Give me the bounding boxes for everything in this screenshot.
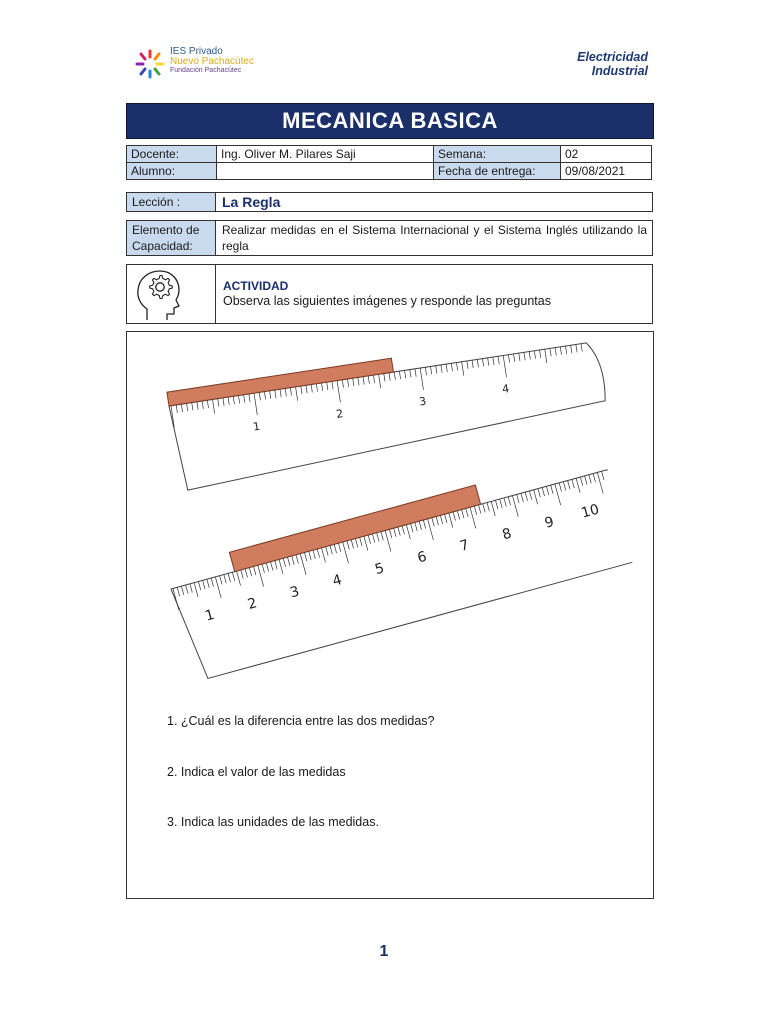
logo-line-2: Nuevo Pachacútec [170,56,254,67]
ruler-1 [167,332,611,491]
question-1: 1. ¿Cuál es la diferencia entre las dos medidas? [167,714,435,728]
ruler-2-number-2: 2 [245,595,259,613]
ruler-tick [457,511,459,520]
ruler-tick [177,587,179,596]
ruler-2-number-3: 3 [288,583,302,602]
ruler-tick [203,580,205,589]
ruler-tick [525,492,527,501]
ruler-tick [317,549,319,558]
ruler-tick [377,533,379,542]
ruler-tick [389,529,391,538]
actividad-content [217,265,652,323]
ruler-tick [215,577,221,598]
elemento-row [126,220,653,256]
ruler-tick [542,487,544,496]
ruler-tick [368,535,370,544]
ruler-tick [275,561,277,570]
ruler-tick [423,520,425,529]
ruler-tick [381,532,383,541]
logo-line-1: IES Privado [170,46,223,57]
ruler-tick [495,500,497,509]
ruler-tick [326,547,328,556]
ruler-tick [245,569,247,578]
actividad-row [126,264,653,324]
elemento-label-line-2: Capacidad: [132,239,193,253]
docente-label: Docente: [127,146,217,163]
actividad-title: ACTIVIDAD [223,279,289,293]
question-2: 2. Indica el valor de las medidas [167,765,346,779]
page-number: 1 [379,943,389,960]
ruler-1-number-1: 1 [252,419,262,434]
ruler-tick [313,550,315,559]
ruler-2-number-8: 8 [500,525,514,544]
ruler-2-number-7: 7 [458,537,471,555]
ruler-tick [440,515,442,524]
ruler-tick [474,506,476,515]
fecha-value: 09/08/2021 [561,163,652,180]
ruler-tick [470,507,476,528]
course-title: MECANICA BASICA [126,103,654,139]
ruler-tick [415,522,417,531]
question-3: 3. Indica las unidades de las medidas. [167,815,379,829]
ruler-2-number-6: 6 [415,548,429,567]
ruler-tick [517,494,519,503]
ruler-tick [173,588,179,609]
ruler-tick [555,484,561,505]
ruler-tick [563,482,565,491]
ruler-tick [546,486,548,495]
ruler-2 [166,450,633,681]
ruler-tick [491,501,495,515]
ruler-1-number-4: 4 [501,382,511,396]
ruler-tick [385,530,391,551]
ruler-tick [551,485,553,494]
ruler-tick [207,579,209,588]
ruler-tick [445,514,447,523]
ruler-tick [534,490,538,504]
ruler-tick [449,513,453,527]
alumno-label: Alumno: [127,163,217,180]
ruler-tick [372,534,374,543]
ruler-tick [241,570,243,579]
ruler-tick [181,586,183,595]
ruler-tick [186,585,188,594]
ruler-tick [398,527,400,536]
logo-line-3: Fundación Pachacútec [170,67,242,74]
ruler-tick [343,542,349,563]
ruler-tick [559,483,561,492]
ruler-tick [279,559,283,573]
ruler-2-number-9: 9 [542,513,556,532]
ruler-tick [406,525,410,539]
leccion-row [126,192,653,212]
ruler-tick [568,480,570,489]
ruler-tick [211,578,213,587]
semana-label: Semana: [434,146,561,163]
ruler-tick [224,575,226,584]
ruler-tick [351,540,353,549]
logo-sunburst-icon [134,48,166,80]
ruler-tick [249,568,251,577]
exercise-box [126,331,654,899]
ruler-tick [198,582,200,591]
ruler-tick [283,558,285,567]
ruler-tick [602,471,604,480]
elemento-label [127,221,216,255]
ruler-tick [288,557,290,566]
ruler-tick [360,537,362,546]
ruler-tick [364,536,368,550]
head-gear-icon [131,265,187,323]
ruler-tick [500,499,502,508]
ruler-tick [529,491,531,500]
elemento-text: Realizar medidas en el Sistema Internacional y el Sistema Inglés utilizando la regla [222,223,647,253]
ruler-tick [262,564,264,573]
info-table [126,145,652,180]
ruler-tick [271,562,273,571]
ruler-tick [300,554,306,575]
fecha-label: Fecha de entrega: [434,163,561,180]
ruler-tick [580,477,582,486]
ruler-2-body [171,470,632,682]
ruler-tick [232,572,234,581]
ruler-tick [483,504,485,513]
ruler-1-number-2: 2 [335,407,345,422]
ruler-tick [597,472,603,493]
ruler-tick [589,475,591,484]
ruler-tick [576,478,580,492]
info-row-alumno [127,163,652,180]
semana-value: 02 [561,146,652,163]
ruler-tick [254,566,256,575]
ruler-tick [585,476,587,485]
ruler-tick [436,516,438,525]
ruler-tick [190,584,192,593]
ruler-tick [419,521,421,530]
actividad-icon-cell [127,265,216,323]
ruler-tick [462,510,464,519]
ruler-tick [593,474,595,483]
department-label [577,50,648,78]
ruler-tick [479,505,481,514]
ruler-tick [572,479,574,488]
ruler-tick [347,541,349,550]
ruler-tick [309,551,311,560]
ruler-tick [521,493,523,502]
ruler-2-number-5: 5 [373,560,387,579]
ruler-2-number-4: 4 [330,571,344,590]
info-row-docente [127,146,652,163]
ruler-2-number-1: 1 [203,606,217,625]
ruler-2-bar [229,485,480,572]
ruler-tick [334,544,336,553]
actividad-text: Observa las siguientes imágenes y responde las preguntas [223,294,551,308]
rulers-illustration [127,332,653,712]
docente-value: Ing. Oliver M. Pilares Saji [217,146,434,163]
ruler-tick [538,489,540,498]
ruler-tick [411,523,413,532]
department-line-2: Industrial [591,64,648,78]
ruler-tick [394,528,396,537]
ruler-tick [321,548,325,562]
department-line-1: Electricidad [577,50,648,64]
ruler-tick [228,573,230,582]
ruler-tick [428,519,434,540]
ruler-tick [402,526,404,535]
ruler-2-number-10: 10 [579,501,602,522]
ruler-tick [292,556,294,565]
ruler-1-number-3: 3 [418,394,428,409]
ruler-tick [266,563,268,572]
ruler-tick [355,539,357,548]
ruler-tick [466,508,468,517]
ruler-tick [296,555,298,564]
leccion-label: Lección : [127,193,216,211]
ruler-tick [338,543,340,552]
ruler-tick [258,565,264,586]
leccion-value: La Regla [222,194,281,210]
ruler-tick [487,503,489,512]
ruler-tick [508,497,510,506]
ruler-tick [512,496,518,517]
ruler-tick [304,552,306,561]
ruler-tick [220,576,222,585]
institution-logo [134,44,264,84]
ruler-tick [432,518,434,527]
ruler-tick [194,583,198,597]
elemento-label-line-1: Elemento de [132,223,200,237]
ruler-tick [237,571,241,585]
ruler-tick [504,498,506,507]
ruler-tick [330,546,332,555]
ruler-2-ticks [173,471,607,609]
alumno-value[interactable] [217,163,434,180]
ruler-tick [453,512,455,521]
